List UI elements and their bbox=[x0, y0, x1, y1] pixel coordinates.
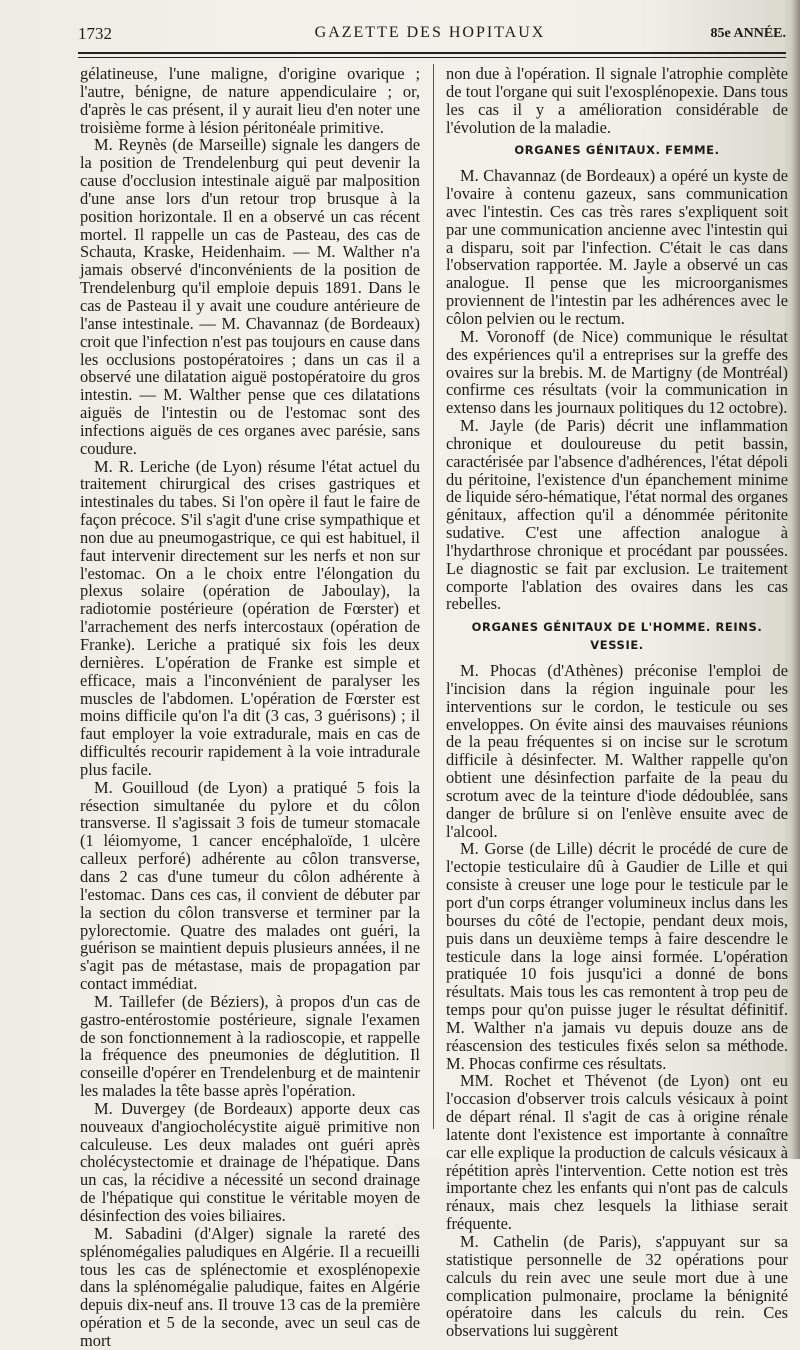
paragraph: M. Gorse (de Lille) décrit le procédé de cure de l'ectopie testiculaire dû à Gaudier de Lille et qui consiste à creuser une loge pour le testicule par le port d'un corps étranger volumineux inclus dans les bourses du côté de l'ectopie, pendant deux mois, puis dans un deuxième temps à faire descendre le testicule dans la loge ainsi formée. L'opération pratiquée 10 fois jusqu'ici a donné de bons résultats. Mais tous les cas remontent à trop peu de temps pour qu'on puisse juger le résultat définitif. M. Walther n'a jamais vu depuis douze ans de réascension des testicules fixés selon sa méthode. M. Phocas confirme ces résultats. bbox=[446, 839, 788, 1073]
journal-title: GAZETTE DES HOPITAUX bbox=[314, 24, 546, 41]
column-divider bbox=[433, 64, 434, 1129]
paragraph: M. Cathelin (de Paris), s'appuyant sur sa statistique personnelle de 32 opérations pour calculs du rein avec une seule mort due à une complication pulmonaire, proclame la bénignité opératoire dans les calculs du rein. Ces observations lui suggèrent bbox=[446, 1232, 788, 1341]
page-header bbox=[74, 22, 786, 48]
paragraph: gélatineuse, l'une maligne, d'origine ovarique ; l'autre, bénigne, de nature appendiculaire ; or, d'après le cas présent, il y aurait lieu d'en noter une troisième forme à lésion péritonéale primitive. bbox=[80, 64, 420, 137]
paragraph: M. Chavannaz (de Bordeaux) a opéré un kyste de l'ovaire à contenu gazeux, sans communication avec l'intestin. Ces cas très rares s'expliquent soit par une communication ancienne avec l'intestin qui a disparu, soit par l'infection. C'était le cas dans l'observation rapportée. M. Jayle a observé un cas analogue. Il pense que les microorganismes proviennent de l'intestin par les adhérences avec le côlon pelvien ou le rectum. bbox=[446, 166, 788, 328]
paragraph: M. Duvergey (de Bordeaux) apporte deux cas nouveaux d'angiocholécystite aiguë primitive non calculeuse. Les deux malades ont guéri après cholécystectomie et drainage de l'hépatique. Dans un cas, la récidive a nécessité un second drainage de l'hépatique qui constitue le véritable moyen de désinfection des voies biliaires. bbox=[80, 1098, 420, 1225]
paragraph: M. R. Leriche (de Lyon) résume l'état actuel du traitement chirurgical des crises gastriques et intestinales du tabes. Si l'on opère il faut le faire de façon précoce. S'il s'agit d'une crise sympathique et non due au pneumogastrique, ce qui est habituel, il faut intervenir directement sur les nerfs et non sur l'estomac. On a le choix entre l'élongation du plexus solaire (opération de Jaboulay), la radiotomie postérieure (opération de Fœrster) et l'arrachement des nerfs intercostaux (opération de Franke). Leriche a pratiqué six fois les deux dernières. L'opération de Franke est simple et efficace, mais a l'inconvénient de paralyser les muscles de l'abdomen. L'opération de Fœrster est moins difficile qu'on l'a dit (3 cas, 3 guérisons) ; il faut employer la voie extradurale, mais en cas de difficultés recourir rapidement à la voie intradurale plus facile. bbox=[80, 456, 420, 779]
paragraph: M. Gouilloud (de Lyon) a pratiqué 5 fois la résection simultanée du pylore et du côlon transverse. Il s'agissait 3 fois de tumeur stomacale (1 léiomyome, 1 cancer encéphaloïde, 1 ulcère calleux perforé) adhérente au côlon transverse, dans 2 cas d'une tumeur du côlon adhérente à l'estomac. Dans ces cas, il convient de débuter par la section du côlon transverse et terminer par la pylorectomie. Quatre des malades ont guéri, la guérison se maintient depuis plusieurs années, il ne s'agit pas de métastase, mais de propagation par contact immédiat. bbox=[80, 777, 420, 994]
section-heading: ORGANES GÉNITAUX DE L'HOMME. REINS. VESSIE. bbox=[471, 620, 763, 653]
paragraph: M. Phocas (d'Athènes) préconise l'emploi de l'incision dans la région inguinale pour les interventions sur le cordon, le testicule ou ses enveloppes. On évite ainsi des mauvaises réunions de la peau fréquentes si on incise sur le scrotum difficile à désinfecter. M. Walther rappelle qu'on obtient une désinfection parfaite de la peau du scrotum avec de la teinture d'iode dédoublée, sans danger de brûlure si on l'enlève ensuite avec de l'alcool. bbox=[446, 661, 788, 841]
page-edge-shadow bbox=[792, 0, 800, 1159]
header-rule-thick bbox=[78, 52, 786, 54]
paragraph: MM. Rochet et Thévenot (de Lyon) ont eu l'occasion d'observer trois calculs vésicaux à point de départ rénal. Il s'agit de cas à origine rénale latente dont l'existence est importante à connaître car elle explique la production de calculs vésicaux à répétition après l'intervention. Cette notion est très importante chez les enfants qui n'ont pas de calculs rénaux, mais chez lesquels la lithiase serait fréquente. bbox=[446, 1071, 788, 1234]
section-heading: ORGANES GÉNITAUX. FEMME. bbox=[514, 143, 720, 158]
paragraph: M. Sabadini (d'Alger) signale la rareté des splénomégalies paludiques en Algérie. Il a recueilli tous les cas de splénectomie et exosplénopexie dans la splénomégalie paludique, faites en Algérie depuis dix-neuf ans. Il trouve 13 cas de la première opération et 5 de la seconde, avec un seul cas de mort bbox=[80, 1223, 420, 1350]
paragraph: M. Voronoff (de Nice) communique le résultat des expériences qu'il a entreprises sur la greffe des ovaires sur la brebis. M. de Martigny (de Montréal) confirme ces résultats (voir la communication in extenso dans les journaux politiques du 12 octobre). bbox=[446, 326, 788, 418]
paragraph: M. Jayle (de Paris) décrit une inflammation chronique et douloureuse du petit bassin, caractérisée par l'absence d'adhérences, l'état dépoli du péritoine, l'existence d'un épanchement minime de liquide séro-hématique, l'état normal des organes génitaux, affection qu'il a dénommée péritonite sudative. C'est une affection analogue à l'hydarthrose chronique et procédant par poussées. Le diagnostic se fait par exclusion. Le traitement comporte l'ablation des ovaires dans les cas rebelles. bbox=[446, 416, 788, 614]
paragraph: non due à l'opération. Il signale l'atrophie complète de tout l'organe qui suit l'exosplénopexie. Dans tous les cas il y a amélioration considérable de l'évolution de la maladie. bbox=[446, 64, 788, 137]
header-rule-thin bbox=[78, 57, 786, 58]
paragraph: M. Taillefer (de Béziers), à propos d'un cas de gastro-entérostomie postérieure, signale l'examen de son fonctionnement à la radioscopie, et rappelle la fréquence des pneumonies de déglutition. Il conseille d'opérer en Trendelenburg et de maintenir les malades la tête basse après l'opération. bbox=[80, 991, 420, 1101]
page-number: 1732 bbox=[78, 24, 112, 43]
volume-year: 85e ANNÉE. bbox=[710, 26, 786, 41]
left-column bbox=[80, 65, 420, 1350]
paragraph: M. Reynès (de Marseille) signale les dangers de la position de Trendelenburg qui peut devenir la cause d'occlusion intestinale aiguë par malposition d'une anse lors d'un retour trop brusque à la position horizontale. Il en a observé un cas récent mortel. Il rappelle un cas de Pasteau, des cas de Schauta, Kraske, Heidenhaim. — M. Walther n'a jamais observé d'inconvénients de la position de Trendelenburg qu'il emploie depuis 1891. Dans le cas de Pasteau il y avait une coudure antérieure de l'anse intestinale. — M. Chavannaz (de Bordeaux) croit que l'infection n'est pas toujours en cause dans les occlusions postopératoires ; dans un cas il a observé une dilatation aiguë postopératoire du gros intestin. — M. Walther pense que ces dilatations aiguës de l'intestin ou de l'estomac sont des infections aiguës de ces organes avec parésie, sans coudure. bbox=[80, 135, 420, 458]
right-column bbox=[446, 65, 788, 1340]
